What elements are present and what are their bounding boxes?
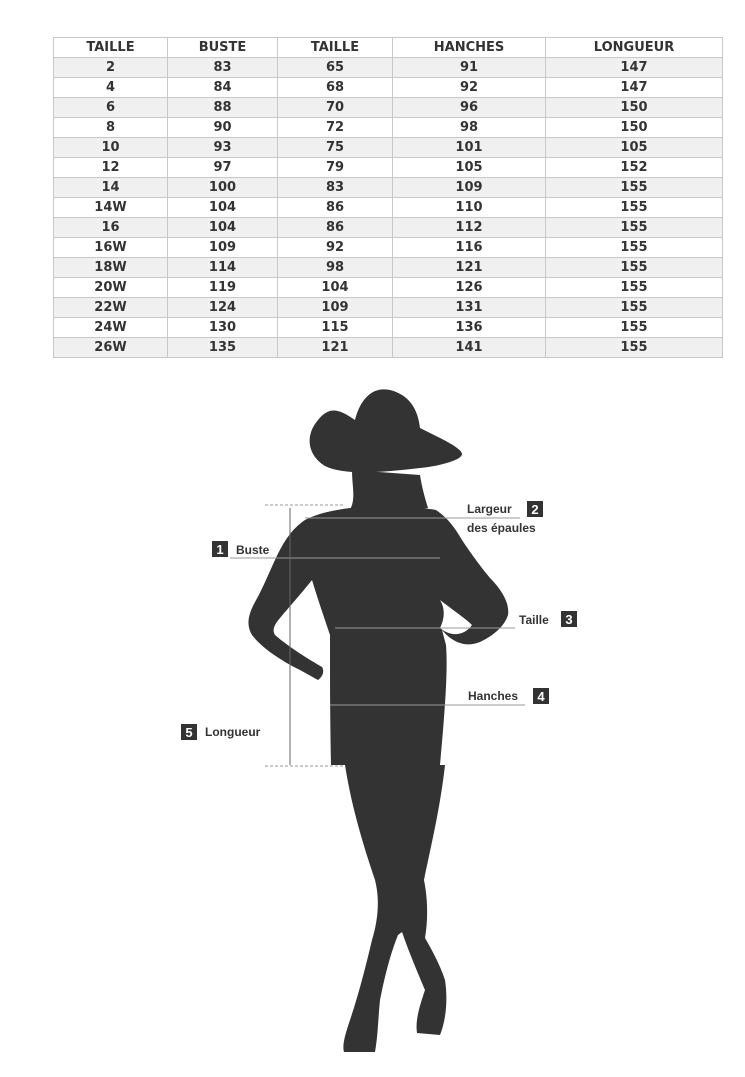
marker-5-number: 5: [185, 725, 193, 740]
table-row: [54, 218, 723, 238]
table-cell: 68: [278, 78, 393, 98]
table-cell: 104: [168, 218, 278, 238]
table-cell: 155: [546, 338, 723, 358]
table-cell: 92: [278, 238, 393, 258]
table-row: [54, 138, 723, 158]
table-cell: 90: [168, 118, 278, 138]
table-cell: 16W: [54, 238, 168, 258]
table-cell: 155: [546, 278, 723, 298]
marker-4-label: Hanches: [468, 689, 519, 703]
table-cell: 24W: [54, 318, 168, 338]
legs-shape: [343, 765, 446, 1052]
table-cell: 14W: [54, 198, 168, 218]
table-cell: 2: [54, 58, 168, 78]
marker-4-number: 4: [537, 689, 545, 704]
marker-3-label: Taille: [519, 613, 549, 627]
table-cell: 147: [546, 78, 723, 98]
table-cell: 131: [393, 298, 546, 318]
table-cell: 26W: [54, 338, 168, 358]
marker-2-label: Largeur: [467, 502, 512, 516]
table-cell: 150: [546, 118, 723, 138]
table-header: [54, 38, 723, 58]
table-row: [54, 98, 723, 118]
table-cell: 91: [393, 58, 546, 78]
table-cell: 104: [168, 198, 278, 218]
table-cell: 152: [546, 158, 723, 178]
marker-5: [181, 724, 261, 740]
table-cell: 147: [546, 58, 723, 78]
column-header: TAILLE: [54, 38, 168, 58]
table-cell: 84: [168, 78, 278, 98]
table-row: [54, 238, 723, 258]
table-cell: 98: [393, 118, 546, 138]
marker-1: [212, 541, 270, 557]
table-row: [54, 58, 723, 78]
table-cell: 20W: [54, 278, 168, 298]
table-cell: 65: [278, 58, 393, 78]
table-cell: 93: [168, 138, 278, 158]
marker-5-label: Longueur: [205, 725, 261, 739]
table-cell: 150: [546, 98, 723, 118]
column-header: TAILLE: [278, 38, 393, 58]
table-cell: 14: [54, 178, 168, 198]
table-cell: 88: [168, 98, 278, 118]
table-cell: 124: [168, 298, 278, 318]
table-cell: 155: [546, 238, 723, 258]
table-cell: 155: [546, 258, 723, 278]
table-cell: 112: [393, 218, 546, 238]
marker-4: [468, 688, 549, 704]
table-cell: 79: [278, 158, 393, 178]
table-body: [54, 58, 723, 358]
table-cell: 155: [546, 198, 723, 218]
table-cell: 104: [278, 278, 393, 298]
table-cell: 155: [546, 298, 723, 318]
table-row: [54, 258, 723, 278]
table-cell: 70: [278, 98, 393, 118]
table-row: [54, 118, 723, 138]
table-row: [54, 78, 723, 98]
table-row: [54, 318, 723, 338]
table-cell: 121: [393, 258, 546, 278]
table-cell: 75: [278, 138, 393, 158]
table-cell: 97: [168, 158, 278, 178]
column-header: HANCHES: [393, 38, 546, 58]
marker-3-number: 3: [565, 612, 573, 627]
table-cell: 119: [168, 278, 278, 298]
table-cell: 18W: [54, 258, 168, 278]
table-row: [54, 298, 723, 318]
table-cell: 109: [278, 298, 393, 318]
table-cell: 136: [393, 318, 546, 338]
hat-shape: [310, 389, 462, 472]
table-cell: 109: [168, 238, 278, 258]
table-cell: 83: [278, 178, 393, 198]
body-shape: [248, 507, 508, 765]
table-cell: 6: [54, 98, 168, 118]
column-header: BUSTE: [168, 38, 278, 58]
table-cell: 100: [168, 178, 278, 198]
table-cell: 105: [393, 158, 546, 178]
table-row: [54, 158, 723, 178]
table-cell: 155: [546, 178, 723, 198]
table-cell: 141: [393, 338, 546, 358]
table-cell: 86: [278, 218, 393, 238]
table-cell: 98: [278, 258, 393, 278]
table-cell: 92: [393, 78, 546, 98]
table-cell: 116: [393, 238, 546, 258]
table-row: [54, 278, 723, 298]
table-row: [54, 338, 723, 358]
marker-2-label2: des épaules: [467, 521, 536, 535]
table-cell: 109: [393, 178, 546, 198]
table-cell: 121: [278, 338, 393, 358]
table-row: [54, 178, 723, 198]
table-cell: 72: [278, 118, 393, 138]
table-cell: 105: [546, 138, 723, 158]
table-cell: 110: [393, 198, 546, 218]
table-cell: 12: [54, 158, 168, 178]
column-header: LONGUEUR: [546, 38, 723, 58]
table-cell: 86: [278, 198, 393, 218]
table-cell: 135: [168, 338, 278, 358]
table-cell: 96: [393, 98, 546, 118]
table-cell: 130: [168, 318, 278, 338]
measurement-figure: [0, 380, 745, 1077]
marker-1-number: 1: [216, 542, 224, 557]
head-neck: [350, 470, 428, 511]
marker-3: [519, 611, 577, 627]
table-cell: 115: [278, 318, 393, 338]
table-cell: 101: [393, 138, 546, 158]
table-cell: 4: [54, 78, 168, 98]
size-table: [53, 37, 723, 358]
table-cell: 155: [546, 318, 723, 338]
table-cell: 22W: [54, 298, 168, 318]
table-cell: 8: [54, 118, 168, 138]
table-cell: 114: [168, 258, 278, 278]
woman-silhouette: [248, 389, 508, 1052]
table-cell: 126: [393, 278, 546, 298]
table-row: [54, 198, 723, 218]
marker-2-number: 2: [531, 502, 539, 517]
marker-1-label: Buste: [236, 543, 270, 557]
table-cell: 16: [54, 218, 168, 238]
table-cell: 155: [546, 218, 723, 238]
table-cell: 83: [168, 58, 278, 78]
table-cell: 10: [54, 138, 168, 158]
